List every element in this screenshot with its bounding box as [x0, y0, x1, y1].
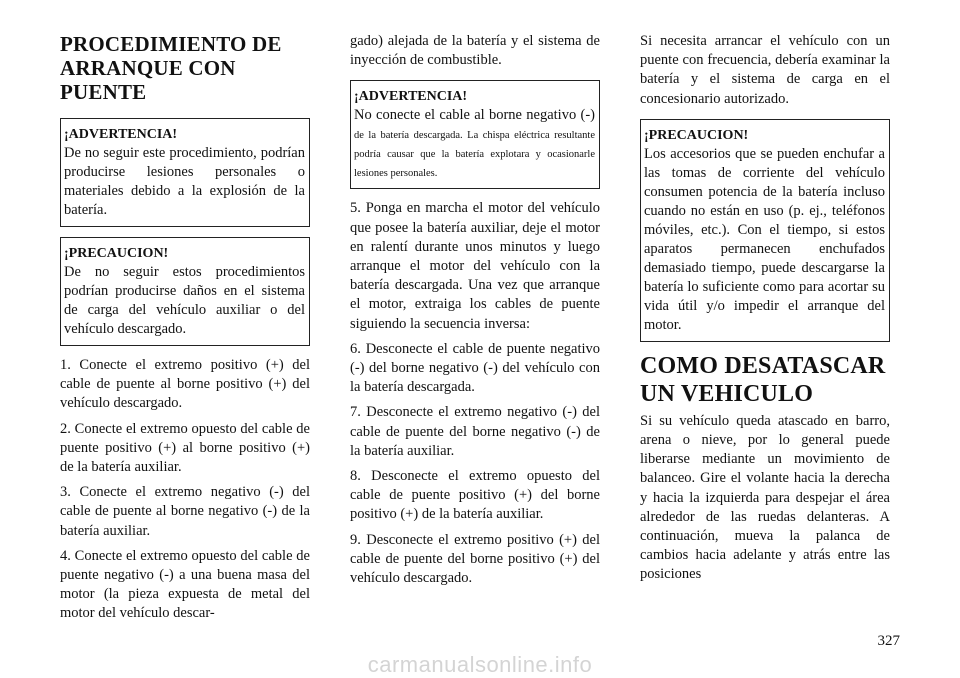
caution-text: De no seguir estos procedimientos podrían producirse daños en el sistema de carga del vehículo auxiliar o del vehículo descargado.	[64, 264, 305, 337]
unstuck-paragraph: Si su vehículo queda atascado en barro, arena o nieve, por lo general puede liberarse mediante un movimiento de balanceo. Gire el volante hacia la derecha y hacia la izquierda para despejar el área alrededor de las ruedas delanteras. A continuación, mueva la palanca de cambios hacia adelante y atrás entre las posiciones	[640, 412, 890, 583]
step-2: 2. Conecte el extremo opuesto del cable de puente positivo (+) al borne positivo (+) de la batería auxiliar.	[60, 420, 310, 476]
intro-paragraph: Si necesita arrancar el vehículo con un puente con frecuencia, debería examinar la batería y el sistema de carga en el concesionario autorizado.	[640, 33, 890, 107]
warning-title: ¡ADVERTENCIA!	[354, 89, 468, 105]
section-heading-jump-start: PROCEDIMIENTO DE ARRANQUE CON PUENTE	[60, 32, 282, 104]
step-6: 6. Desconecte el cable de puente negativo (-) del borne negativo (-) del vehículo con la batería descargada.	[350, 340, 600, 396]
caution-title: ¡PRECAUCION!	[64, 246, 169, 261]
column-left	[60, 32, 310, 630]
warning-text-small: de la batería descargada. La chispa eléctrica resultante podría causar que la batería explotara y ocasionarle lesiones personales.	[354, 130, 595, 180]
step-4-continued: gado) alejada de la batería y el sistema de inyección de combustible.	[350, 33, 600, 69]
section-heading-unstuck-vehicle: COMO DESATASCAR UN VEHICULO	[640, 352, 886, 407]
caution-box-charging-system	[60, 237, 310, 346]
step-4: 4. Conecte el extremo opuesto del cable de puente negativo (-) a una buena masa del motor (la pieza expuesta de metal del motor del vehículo descar-	[60, 547, 310, 622]
column-middle	[350, 32, 600, 594]
watermark: carmanualsonline.info	[367, 652, 593, 677]
warning-box-explosion	[60, 118, 310, 227]
warning-text-line1: No conecte el cable al borne negativo	[354, 107, 577, 124]
step-5: 5. Ponga en marcha el motor del vehículo que posee la batería auxiliar, deje el motor en ralentí durante unos minutos y luego arranque el motor del vehículo con la batería descargada. Una vez que arranque el motor, extraiga los cables de puente siguiendo la secuencia inversa:	[350, 200, 600, 332]
step-3: 3. Conecte el extremo negativo (-) del cable de puente al borne negativo (-) de la batería auxiliar.	[60, 484, 310, 539]
step-8: 8. Desconecte el extremo opuesto del cable de puente positivo (+) del borne positivo (+) de la batería auxiliar.	[350, 468, 600, 523]
caution-box-accessories	[640, 119, 890, 342]
step-7: 7. Desconecte el extremo negativo (-) del cable de puente del borne negativo (-) de la batería auxiliar.	[350, 404, 600, 459]
step-1: 1. Conecte el extremo positivo (+) del cable de puente al borne positivo (+) del vehículo descargado.	[60, 357, 310, 412]
warning-title: ¡ADVERTENCIA!	[64, 127, 178, 142]
column-right	[640, 32, 890, 591]
caution-title: ¡PRECAUCION!	[644, 127, 749, 143]
step-9: 9. Desconecte el extremo positivo (+) del cable de puente del borne positivo (+) del vehículo descargado.	[350, 531, 600, 587]
warning-text: De no seguir este procedimiento, podrían producirse lesiones personales o materiales debido a la explosión de la batería.	[64, 145, 305, 218]
warning-box-negative-terminal	[350, 80, 600, 189]
warning-negative-sign: (-)	[580, 107, 596, 124]
caution-text: Los accesorios que se pueden enchufar a las tomas de corriente del vehículo consumen potencia de la batería incluso cuando no están en uso (p. ej., teléfonos móviles, etc.). Con el tiempo, si estos aparatos permanecen enchufados demasiado tiempo, puede descargarse la batería lo suficiente como para acortar su vida útil y/o impedir el arranque del motor.	[644, 145, 885, 333]
page-number: 327	[877, 633, 900, 649]
